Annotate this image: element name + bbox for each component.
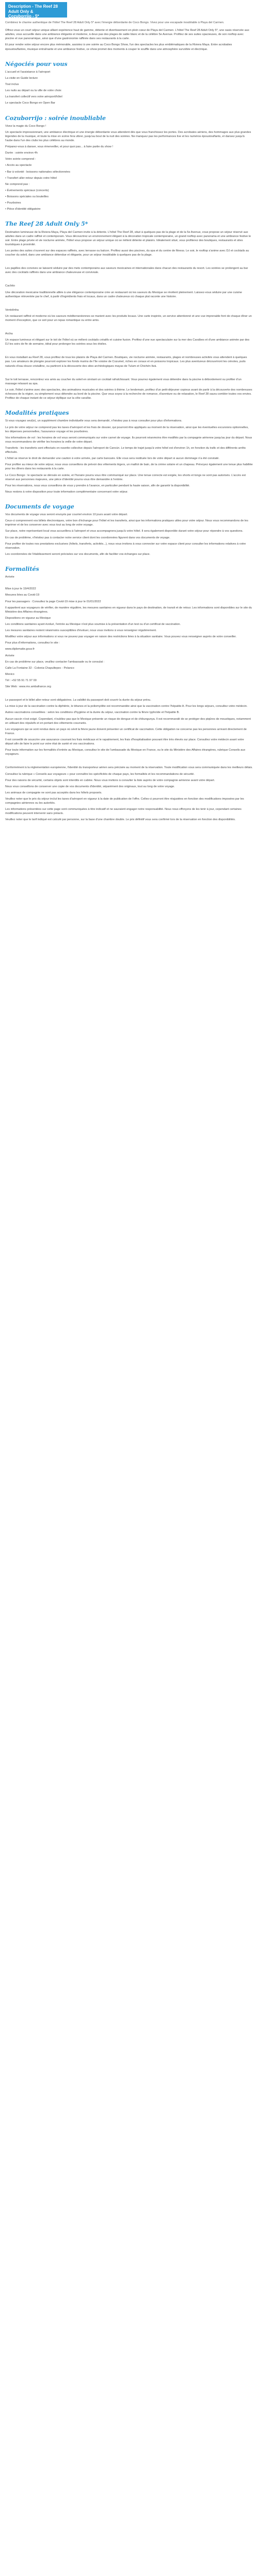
paragraph: • Bar à volonté : boissons nationales sélectionnées (5, 170, 71, 174)
paragraph: • Événements spéciaux (concerts) (5, 189, 49, 192)
paragraph: Site Web : www.mx.ambafrance.org (5, 685, 51, 689)
paragraph: Pour les passagers : Consultez la page Covid-19 mise à jour le 01/01/2022 (5, 600, 101, 603)
paragraph: En cas de problème, n'hésitez pas à contacter notre service client dont les coordonnées figurent dans vos documents de voyage. (5, 536, 170, 539)
section-5 (5, 284, 253, 298)
paragraph: Vivez la magie du Coco Bongo ! (5, 124, 46, 128)
paragraph: Et pour rendre votre séjour encore plus mémorable, assistez à une soirée au Coco Bongo Show, l'un des spectacles les plus emblématiques de la Riviera Maya. Entre acrobaties époustouflantes, musique entraînante et une ambiance festive, ce show promet des moments à couper le souffle dans une atmosphère survoltée et électrique. (5, 43, 232, 51)
paragraph: Nous vous conseillons de conserver une copie de vos documents d'identité, séparément des originaux, tout au long de votre voyage. (5, 785, 175, 788)
paragraph: Pour les réservations, nous vous conseillons de vous y prendre à l'avance, en particulier pendant la haute saison, afin de garantir la disponibilité. (5, 484, 190, 487)
paragraph: Mise à jour le 19/4/2022 (5, 587, 36, 591)
paragraph: Les voyageurs qui se sont rendus dans un pays où sévit la fièvre jaune doivent présenter un certificat de vaccination. Cette obligation ne concerne pas les personnes arrivant directement de France. (5, 727, 247, 735)
section-2 (5, 115, 253, 212)
section-heading: Modalités pratiques (5, 410, 69, 417)
paragraph: Les animaux de compagnie ne sont pas acceptés dans les hôtels proposés. (5, 791, 102, 794)
paragraph: Si vous voyagez seul(e), un supplément chambre individuelle vous sera demandé, n'hésitez pas à nous consulter pour plus d'informations. (5, 419, 182, 423)
paragraph: Veuillez noter que le tarif indiqué est calculé par personne, sur la base d'une chambre double. Le prix définitif vous sera confirmé lors de la réservation en fonction des disponibilités. (5, 818, 236, 822)
paragraph: Nous restons à votre disposition pour toute information complémentaire concernant votre séjour. (5, 490, 128, 494)
section-11 (5, 503, 253, 556)
paragraph: Consultez la rubrique « Conseils aux voyageurs » pour connaître les spécificités de chaque pays, les formalités et les recommandations de sécurité. (5, 772, 195, 776)
intro-text: Combinez le charme authentique de l'hôtel The Reef 28 Adult Only 5* avec l'énergie débordante de Coco Bongo. Vivez pour une escapade inoubliable à Playa del Carmen. (5, 21, 224, 24)
paragraph: Arrivée (5, 654, 14, 657)
paragraph: Arrivée (5, 575, 14, 579)
paragraph: Sur le toit terrasse, rencontrez vos amis au coucher du soleil en sirotant un cocktail rafraîchissant. Vous pourrez également vous détendre dans la piscine à débordement ou profiter d'un massage relaxant au spa. (5, 378, 241, 385)
paragraph: Pour des raisons de sécurité, certains objets sont interdits en cabine. Nous vous invitons à consulter la liste auprès de votre compagnie aérienne avant votre départ. (5, 778, 215, 782)
paragraph: Cachito (5, 284, 15, 288)
paragraph: Les conditions sanitaires ayant évolué, l'entrée au Mexique n'est plus soumise à la présentation d'un test ou d'un certificat de vaccination. (5, 622, 181, 626)
section-heading: Cozuborrijo : soirée inoubliable (5, 114, 106, 122)
section-9 (5, 378, 253, 401)
paragraph: Une décoration mexicaine traditionnelle alliée à une élégance contemporaine crée un restaurant où les saveurs du Mexique se révèlent pleinement. Laissez-vous séduire par une cuisine authentique réinventée par le chef, à partir d'ingrédients frais et locaux, dans un cadre chaleureux où chaque plat raconte une histoire. (5, 291, 242, 298)
paragraph: Les coordonnées de l'établissement seront précisées sur vos documents, afin de faciliter vos échanges sur place. (5, 552, 151, 556)
paragraph: Les informations présentées sur cette page sont communiquées à titre indicatif et ne sauraient engager notre responsabilité. Nous nous efforçons de les tenir à jour, cependant certaines modifications peuvent intervenir sans préavis. (5, 808, 241, 816)
section-heading: Documents de voyage (5, 503, 74, 510)
paragraph: Il est conseillé de souscrire une assurance couvrant les frais médicaux et le rapatriement, les frais d'hospitalisation pouvant être très élevés sur place. Consultez votre médecin avant votre départ afin de faire le point sur votre état de santé et vos vaccinations. (5, 738, 244, 746)
section-7 (5, 332, 253, 346)
paragraph: Veuillez noter que le prix du séjour inclut les taxes d'aéroport en vigueur à la date de publication de l'offre. Celles-ci pourront être réajustées en fonction des modifications imposées par les compagnies aériennes ou les autorités. (5, 797, 244, 805)
paragraph: Ventolinha (5, 308, 19, 312)
paragraph: Dispositions en vigueur au Mexique (5, 616, 51, 620)
paragraph: • Accès au spectacle (5, 164, 32, 167)
page (0, 0, 258, 837)
paragraph: Tout inclus (5, 83, 19, 87)
paragraph: Destination lumineuse de la Riviera Maya, Playa del Carmen invite à la détente. L'hôtel The Reef 28, situé à quelques pas de la plage et de la 5e Avenue, vous propose un séjour réservé aux adultes dans un cadre raffiné et contemporain. Vous découvrirez un environnement élégant à la décoration tropicale contemporaine, un grand rooftop avec panorama et une ambiance festive le soir. Entre plage privée et vie nocturne animée, l'hôtel vous propose un séjour unique où se mêlent détente et plaisirs. Idéalement situé, vous profiterez des boutiques, restaurants et sites touristiques à proximité. (5, 230, 251, 246)
paragraph: Vos informations de vol : les horaires de vol vous seront communiqués sur votre carnet de voyage. Ils pourront néanmoins être modifiés par la compagnie aérienne jusqu'au jour du départ. Nous vous recommandons de vérifier les horaires la veille de votre départ. (5, 436, 252, 444)
paragraph: L'hôtel se réserve le droit de demander une caution à votre arrivée, par carte bancaire. Elle vous sera restituée lors de votre départ si aucun dommage n'a été constaté. (5, 457, 220, 461)
paragraph: Durée : soirée environ 4h (5, 151, 38, 155)
section-6 (5, 308, 253, 323)
title-banner (5, 2, 67, 18)
paragraph: Votre soirée comprend : (5, 158, 36, 161)
paragraph: En vous installant au Reef 28, vous profitez de tous les plaisirs de Playa del Carmen. Boutiques, vie nocturne animée, restaurants, plages et nombreuses activités vous attendent à quelques pas. Les amateurs de plongée pourront explorer les fonds marins de l'île voisine de Cozumel, riches en coraux et en poissons tropicaux. Les plus aventureux découvriront les cénotes, puits naturels d'eau douce cristalline, ou partiront à la découverte des sites archéologiques mayas de Tulum et Chichén Itzá. (5, 356, 247, 368)
paragraph: Archa (5, 332, 13, 336)
paragraph: Conformément à la réglementation européenne, l'identité du transporteur aérien sera précisée au moment de la réservation. Toute modification vous sera communiquée dans les meilleurs délais. (5, 766, 253, 770)
paragraph: Modifiez votre séjour aux informations si vous ne pouvez pas voyager en raison des restrictions liées à la situation sanitaire. Vous pouvez vous renseigner auprès de votre conseiller. (5, 635, 237, 639)
section-heading: The Reef 28 Adult Only 5* (5, 221, 88, 228)
paragraph: Autres vaccinations conseillées : selon les conditions d'hygiène et la durée du séjour, vaccination contre la fièvre typhoïde et l'hépatite B. (5, 711, 180, 715)
paragraph (5, 581, 253, 585)
paragraph: Les nuits au départ ou la ville de votre choix (5, 89, 61, 93)
paragraph: Pour profiter au mieux de votre séjour, nous vous conseillons de prévoir des vêtements légers, un maillot de bain, de la crème solaire et un chapeau. Prévoyez également une tenue plus habillée pour les dîners dans les restaurants à la carte. (5, 463, 253, 471)
paragraph: Le soir, l'hôtel s'anime avec des spectacles, des animations musicales et des soirées à thème. Le lendemain, profitez d'un petit-déjeuner copieux avant de partir à la découverte des nombreuses richesses de la région, ou simplement vous détendre au bord de la piscine. Que vous soyez à la recherche de romance, d'aventure ou de relaxation, le Reef 28 saura combler toutes vos envies. Profitez de chaque instant de ce séjour idyllique sur la côte caraïbe. (5, 388, 252, 400)
paragraph: L'accueil et l'assistance à l'aéroport (5, 70, 51, 74)
paragraph: La mise à jour de la vaccination contre la diphtérie, le tétanos et la poliomyélite est recommandée ainsi que la vaccination contre l'hépatite A. Pour les longs séjours, consultez votre médecin. (5, 705, 248, 708)
section-4 (5, 266, 253, 275)
paragraph: • Boissons spéciales ou bouteilles (5, 195, 49, 198)
paragraph: Le prix de votre séjour ne comprend pas les taxes d'aéroport et les frais de dossier, qui pourront être appliqués au moment de la réservation, ainsi que les éventuelles excursions optionnelles, les dépenses personnelles, l'assurance voyage et les pourboires. (5, 426, 249, 433)
content-sections (5, 28, 253, 822)
paragraph: Transferts : les transferts sont effectués en navette collective depuis l'aéroport de Cancún. Le temps de trajet jusqu'à votre hôtel est d'environ 1h, en fonction du trafic et des différents arrêts effectués. (5, 446, 246, 454)
section-1 (5, 61, 253, 106)
paragraph: Vos documents de voyage vous seront envoyés par courriel environ 10 jours avant votre départ. (5, 513, 128, 517)
paragraph: Préparez-vous à danser, vous émerveiller, et pour quoi pas... à faire partie du show ! (5, 145, 113, 149)
paragraph: Un restaurant raffiné et moderne où les saveurs méditerranéennes se marient avec les produits locaux. Une carte inspirée, un service attentionné et une vue imprenable font de chaque dîner un moment d'exception, que ce soit pour un repas romantique ou entre amis. (5, 314, 252, 322)
paragraph: • Pourboires (5, 201, 21, 205)
paragraph: Les papilles des convives se laissent séduire par des mets contemporains aux saveurs mexicaines et internationales dans chacun des restaurants du resort. Les soirées se prolongent au bar avec des cocktails raffinés dans une ambiance chaleureuse et conviviale. (5, 267, 248, 275)
section-14 (5, 766, 253, 822)
paragraph: www.diplomatie.gouv.fr (5, 648, 35, 651)
paragraph: Le spectacle Coco Bongo en Open Bar (5, 101, 56, 105)
paragraph: Il appartient aux voyageurs de vérifier, de manière régulière, les mesures sanitaires en vigueur dans le pays de destination, de transit et de retour. Les informations sont disponibles sur le site du Ministère des Affaires étrangères. (5, 606, 252, 614)
paragraph: Calle La Fontaine 32 - Colonia Chapultepec - Polanco (5, 666, 74, 670)
paragraph: Le passeport et le billet aller-retour sont obligatoires. La validité du passeport doit couvrir la durée du séjour prévu. (5, 699, 151, 702)
section-12 (5, 566, 253, 689)
paragraph: Ceux-ci comprennent vos billets électroniques, votre bon d'échange pour l'hôtel et les transferts, ainsi que les informations pratiques utiles pour votre séjour. Nous vous recommandons de les imprimer et de les conserver avec vous tout au long de votre voyage. (5, 519, 249, 527)
section-heading: Négociés pour vous (5, 60, 68, 67)
paragraph: Ne comprend pas : (5, 182, 30, 186)
paragraph: • Pièce d'identité obligatoire (5, 208, 41, 211)
section-8 (5, 355, 253, 368)
paragraph: Offrez-vous un court séjour unique alliant expérience haut de gamme, détente et divertissement en plein cœur de Playa del Carmen. L'hôtel The Reef 28 Adult Only 5*, une oasis réservée aux adultes, vous accueille dans une ambiance élégante et moderne, à deux pas des plages de sable blanc et de la célèbre 5e Avenue. Profitez de ses suites spacieuses, de son rooftop avec piscine et vue panoramique, ainsi que d'une gastronomie raffinée dans ses restaurants à la carte. (5, 29, 249, 41)
paragraph: Un espace lumineux et élégant sur le toit de l'hôtel où se mêlent cocktails créatifs et cuisine fusion. Profitez d'une vue spectaculaire sur la mer des Caraïbes et d'une ambiance animée par des DJ les soirs de fin de semaine, idéal pour prolonger les soirées sous les étoiles. (5, 338, 250, 346)
paragraph: Les mesures sanitaires restent néanmoins susceptibles d'évoluer, nous vous invitons à vous renseigner régulièrement. (5, 629, 157, 633)
paragraph: En cas de problème sur place, veuillez contacter l'ambassade ou le consulat : (5, 660, 105, 664)
paragraph: • Transfert aller-retour depuis votre hôtel (5, 176, 57, 180)
paragraph: Aucun vaccin n'est exigé. Cependant, n'oubliez pas que le Mexique présente un risque de dengue et de chikungunya. Il est recommandé de se protéger des piqûres de moustiques, notamment en utilisant des répulsifs et en portant des vêtements couvrants. (5, 717, 251, 725)
paragraph: Mexico (5, 672, 14, 676)
paragraph: Pour plus d'informations, consultez le site : (5, 641, 60, 645)
section-10 (5, 410, 253, 494)
banner-title-line-2: Cozuborrijo - 5* (8, 14, 39, 19)
section-3 (5, 221, 253, 257)
banner-title-line-1: Description - The Reef 28 Adult Only & (8, 4, 58, 14)
paragraph: Tél : +52 55 91 71 97 00 (5, 679, 37, 682)
paragraph: Les portes des suites s'ouvrent sur des espaces raffinés, avec terrasse ou balcon. Profitez aussi des piscines, du spa et du centre de fitness. Le soir, le rooftop s'anime avec DJ et cocktails au coucher du soleil, dans une ambiance détendue et élégante, pour un séjour inoubliable à quelques pas de la plage. (5, 249, 249, 257)
paragraph: Pour toute information sur les formalités d'entrée au Mexique, consultez le site de l'ambassade du Mexique en France, ou le site du Ministère des Affaires étrangères, rubrique Conseils aux voyageurs. (5, 749, 246, 756)
paragraph: La visite en Guide lecture (5, 76, 38, 80)
section-0 (5, 28, 253, 52)
section-heading: Formalités (5, 566, 39, 573)
paragraph: Un spectacle impressionnant, une ambiance électrique et une énergie débordante vous attendent dès que vous franchissez les portes. Des acrobates aériens, des hommages aux plus grandes légendes de la musique, et toute la mise en scène fera vibrer, jusqu'au bout de la nuit des soirées. Ne manquez pas les performances live et les numéros époustouflants, et dansez jusqu'à l'aube dans l'un des clubs les plus célèbres au monde. (5, 130, 251, 143)
paragraph: Pour profiter de toutes nos prestations exclusives (hôtels, transferts, activités...), nous vous invitons à vous connecter sur votre espace client pour consulter les informations relatives à votre réservation. (5, 542, 246, 550)
paragraph: La transfert collectif vers votre aéroport/hôtel (5, 95, 62, 99)
paragraph: Mesures liées au Covid-19 (5, 594, 40, 597)
paragraph: Le Coco Bongo : le spectacle se déroule en soirée, et l'horaire pourra vous être communiqué sur place. Une tenue correcte est exigée, les shorts et tongs ne sont pas autorisés. L'accès est réservé aux personnes majeures, une pièce d'identité pourra vous être demandée à l'entrée. (5, 473, 246, 481)
section-13 (5, 698, 253, 756)
paragraph: Sur place, notre représentant local vous accueillera à l'aéroport et vous accompagnera jusqu'à votre hôtel. Il sera également disponible durant votre séjour pour répondre à vos questions. (5, 530, 244, 533)
